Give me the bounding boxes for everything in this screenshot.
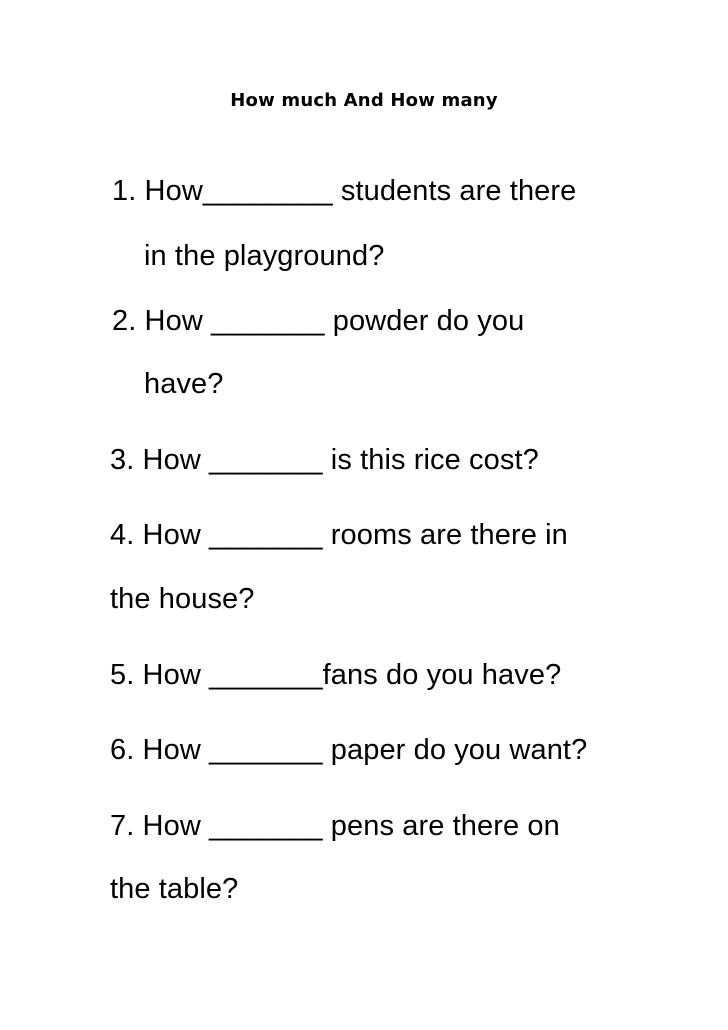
question-1-line-2: in the playground? xyxy=(144,240,385,272)
question-7-line-1: 7. How _______ pens are there on xyxy=(110,810,560,842)
page-title: How much And How many xyxy=(230,90,498,111)
question-7-line-2: the table? xyxy=(110,873,239,905)
question-4-line-1: 4. How _______ rooms are there in xyxy=(110,519,568,551)
question-2-line-1: 2. How _______ powder do you xyxy=(112,305,525,337)
question-5: 5. How _______fans do you have? xyxy=(110,659,562,691)
question-1-line-1: 1. How________ students are there xyxy=(112,175,577,207)
question-3: 3. How _______ is this rice cost? xyxy=(110,444,539,476)
question-2-line-2: have? xyxy=(144,368,224,400)
question-6: 6. How _______ paper do you want? xyxy=(110,734,588,766)
question-4-line-2: the house? xyxy=(110,583,255,615)
